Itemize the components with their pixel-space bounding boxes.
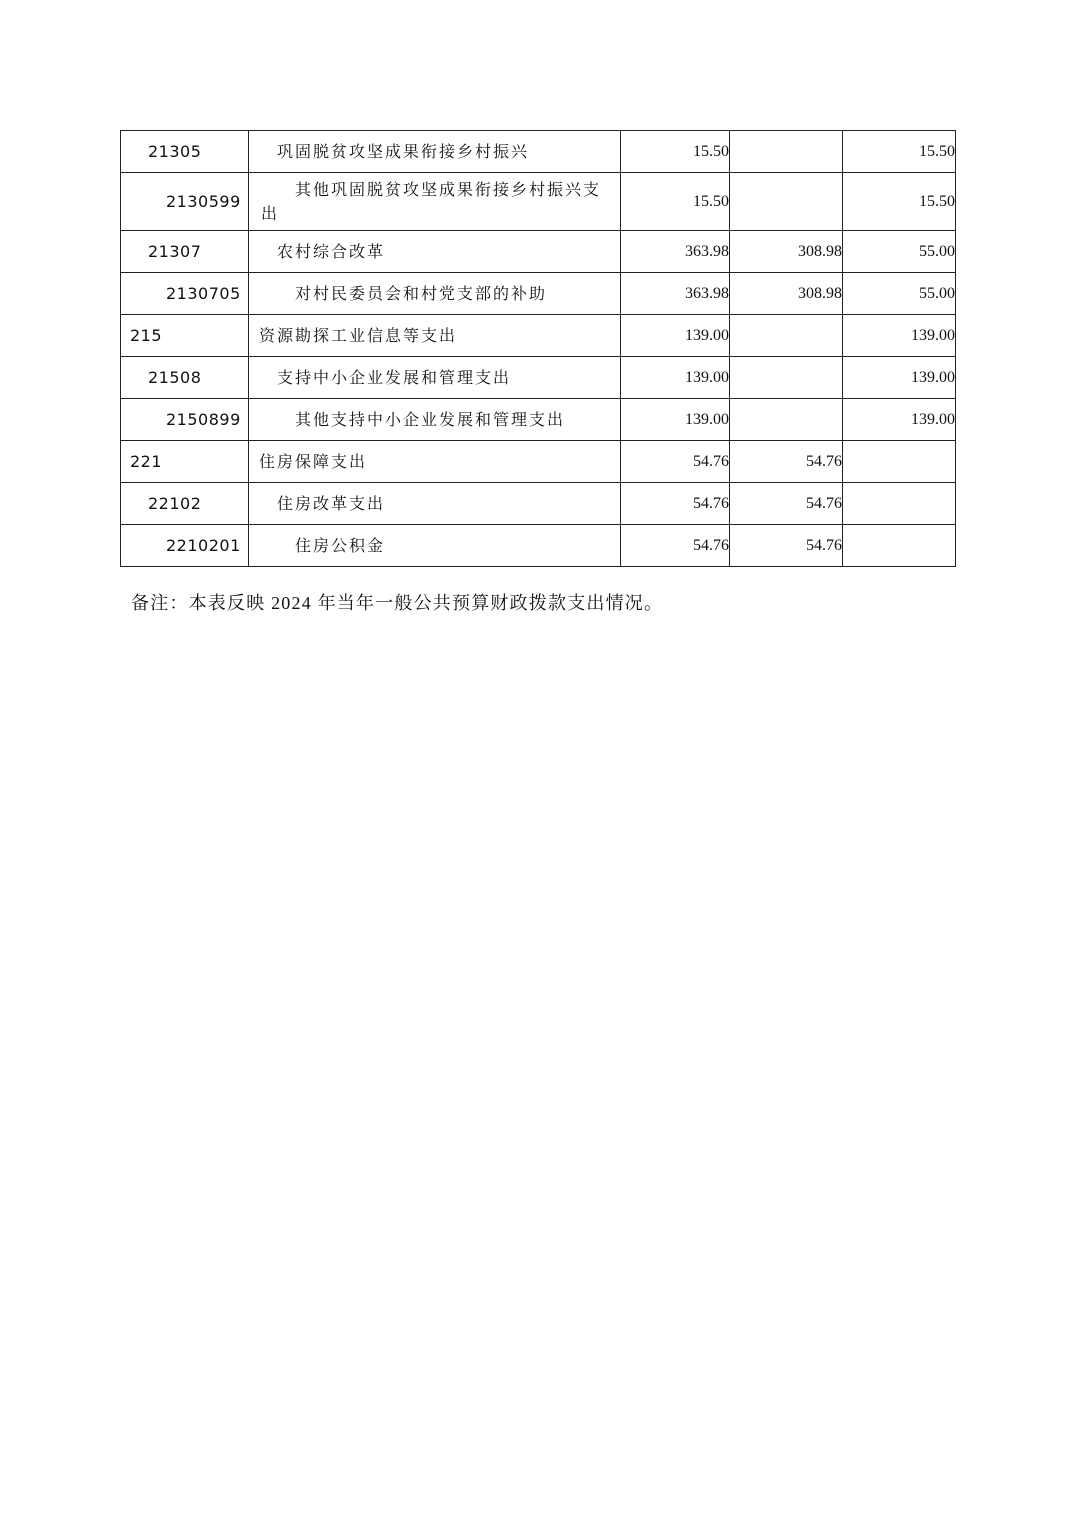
table-row (121, 441, 956, 483)
project-expenditure: 15.50 (843, 173, 956, 231)
subject-code: 21508 (121, 357, 249, 399)
total-amount: 15.50 (621, 131, 730, 173)
basic-expenditure: 54.76 (730, 441, 843, 483)
basic-expenditure: 54.76 (730, 525, 843, 567)
project-expenditure: 139.00 (843, 315, 956, 357)
table-row (121, 131, 956, 173)
subject-code: 2130705 (121, 273, 249, 315)
total-amount: 54.76 (621, 525, 730, 567)
total-amount: 15.50 (621, 173, 730, 231)
subject-code: 2130599 (121, 173, 249, 231)
expenditure-table (120, 130, 956, 567)
basic-expenditure: 308.98 (730, 273, 843, 315)
subject-name: 住房保障支出 (249, 441, 621, 483)
subject-code: 2210201 (121, 525, 249, 567)
subject-name: 对村民委员会和村党支部的补助 (249, 273, 621, 315)
project-expenditure (843, 441, 956, 483)
basic-expenditure: 308.98 (730, 231, 843, 273)
table-row (121, 231, 956, 273)
table-row (121, 273, 956, 315)
total-amount: 139.00 (621, 357, 730, 399)
total-amount: 54.76 (621, 441, 730, 483)
total-amount: 139.00 (621, 315, 730, 357)
basic-expenditure (730, 399, 843, 441)
table-row (121, 399, 956, 441)
basic-expenditure (730, 131, 843, 173)
project-expenditure: 15.50 (843, 131, 956, 173)
total-amount: 54.76 (621, 483, 730, 525)
subject-code: 22102 (121, 483, 249, 525)
subject-name: 其他支持中小企业发展和管理支出 (249, 399, 621, 441)
subject-name: 支持中小企业发展和管理支出 (249, 357, 621, 399)
subject-name: 住房改革支出 (249, 483, 621, 525)
subject-code: 21305 (121, 131, 249, 173)
project-expenditure (843, 525, 956, 567)
project-expenditure: 55.00 (843, 231, 956, 273)
subject-code: 2150899 (121, 399, 249, 441)
table-row (121, 525, 956, 567)
table-row (121, 173, 956, 231)
table-row (121, 483, 956, 525)
subject-code: 221 (121, 441, 249, 483)
basic-expenditure (730, 173, 843, 231)
subject-name: 资源勘探工业信息等支出 (249, 315, 621, 357)
basic-expenditure (730, 315, 843, 357)
subject-name: 其他巩固脱贫攻坚成果衔接乡村振兴支出 (249, 173, 621, 231)
project-expenditure: 139.00 (843, 399, 956, 441)
subject-name: 巩固脱贫攻坚成果衔接乡村振兴 (249, 131, 621, 173)
table-row (121, 357, 956, 399)
total-amount: 363.98 (621, 273, 730, 315)
total-amount: 363.98 (621, 231, 730, 273)
table-footnote: 备注：本表反映 2024 年当年一般公共预算财政拨款支出情况。 (131, 593, 664, 613)
subject-code: 21307 (121, 231, 249, 273)
project-expenditure (843, 483, 956, 525)
basic-expenditure: 54.76 (730, 483, 843, 525)
basic-expenditure (730, 357, 843, 399)
subject-name: 农村综合改革 (249, 231, 621, 273)
project-expenditure: 55.00 (843, 273, 956, 315)
total-amount: 139.00 (621, 399, 730, 441)
project-expenditure: 139.00 (843, 357, 956, 399)
table-row (121, 315, 956, 357)
subject-name: 住房公积金 (249, 525, 621, 567)
subject-code: 215 (121, 315, 249, 357)
